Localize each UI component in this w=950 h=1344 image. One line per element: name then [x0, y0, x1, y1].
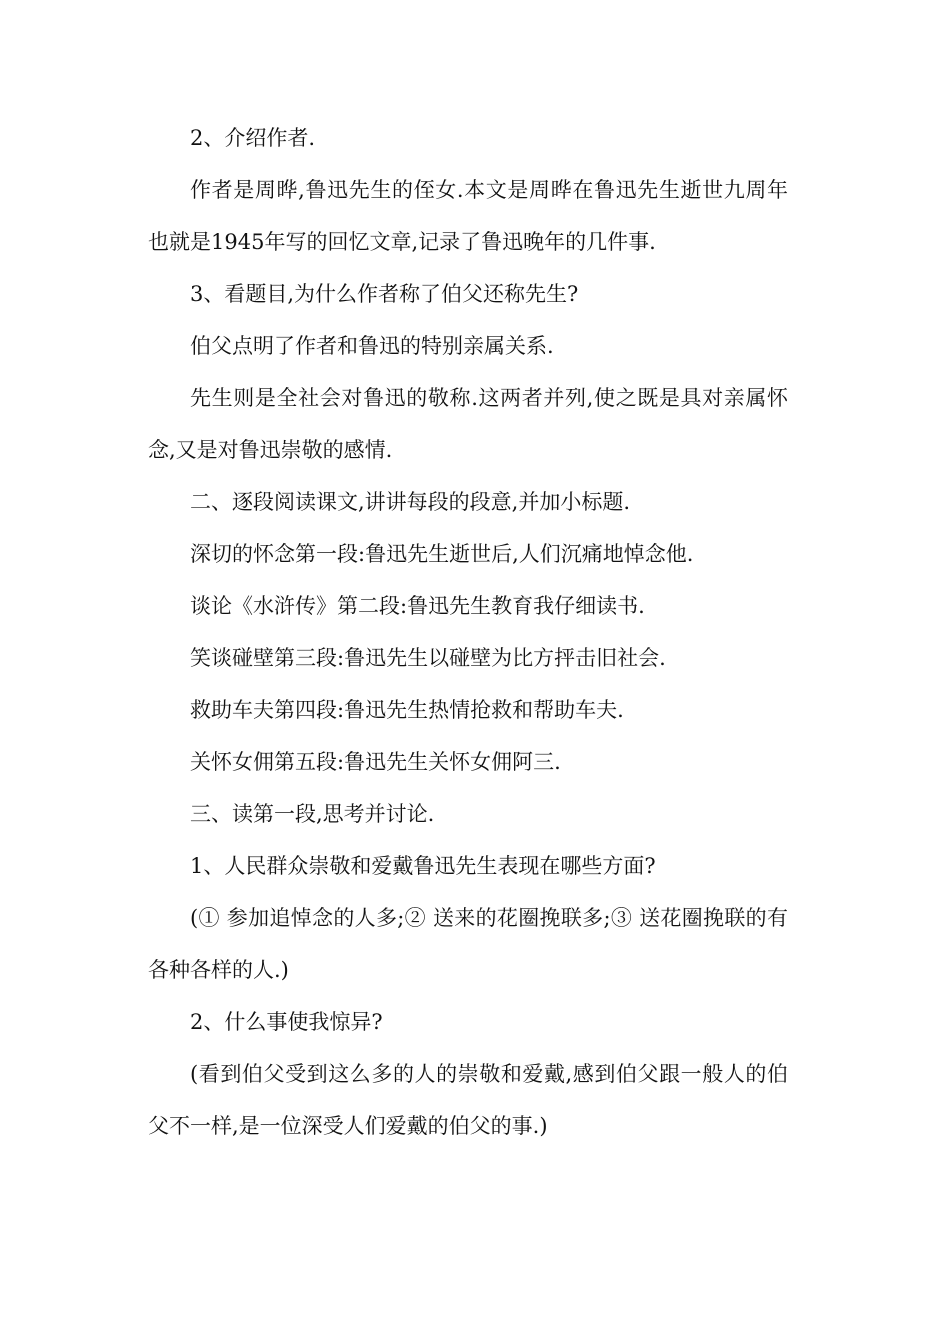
paragraph: 2、什么事使我惊异? [190, 1010, 383, 1034]
paragraph: 关怀女佣第五段:鲁迅先生关怀女佣阿三. [190, 750, 561, 774]
paragraph: 2、介绍作者. [190, 126, 316, 150]
paragraph: 笑谈碰壁第三段:鲁迅先生以碰壁为比方抨击旧社会. [190, 646, 666, 670]
paragraph: 先生则是全社会对鲁迅的敬称.这两者并列,使之既是具对亲属怀念,又是对鲁迅崇敬的感情. [148, 386, 788, 462]
paragraph: 谈论《水浒传》第二段:鲁迅先生教育我仔细读书. [190, 594, 645, 618]
paragraph: 三、读第一段,思考并讨论. [190, 802, 435, 826]
paragraph: 二、逐段阅读课文,讲讲每段的段意,并加小标题. [190, 490, 631, 514]
paragraph: 伯父点明了作者和鲁迅的特别亲属关系. [190, 334, 554, 358]
paragraph: 救助车夫第四段:鲁迅先生热情抢救和帮助车夫. [190, 698, 624, 722]
paragraph: (① 参加追悼念的人多;② 送来的花圈挽联多;③ 送花圈挽联的有各种各样的人.) [148, 906, 788, 982]
paragraph: (看到伯父受到这么多的人的崇敬和爱戴,感到伯父跟一般人的伯父不一样,是一位深受人们爱戴的伯父的事.) [148, 1062, 788, 1138]
paragraph: 1、人民群众崇敬和爱戴鲁迅先生表现在哪些方面? [190, 854, 656, 878]
document-body [148, 112, 788, 1152]
paragraph: 深切的怀念第一段:鲁迅先生逝世后,人们沉痛地悼念他. [190, 542, 694, 566]
paragraph: 作者是周晔,鲁迅先生的侄女.本文是周晔在鲁迅先生逝世九周年也就是1945年写的回忆文章,记录了鲁迅晚年的几件事. [148, 178, 788, 254]
paragraph: 3、看题目,为什么作者称了伯父还称先生? [190, 282, 579, 306]
